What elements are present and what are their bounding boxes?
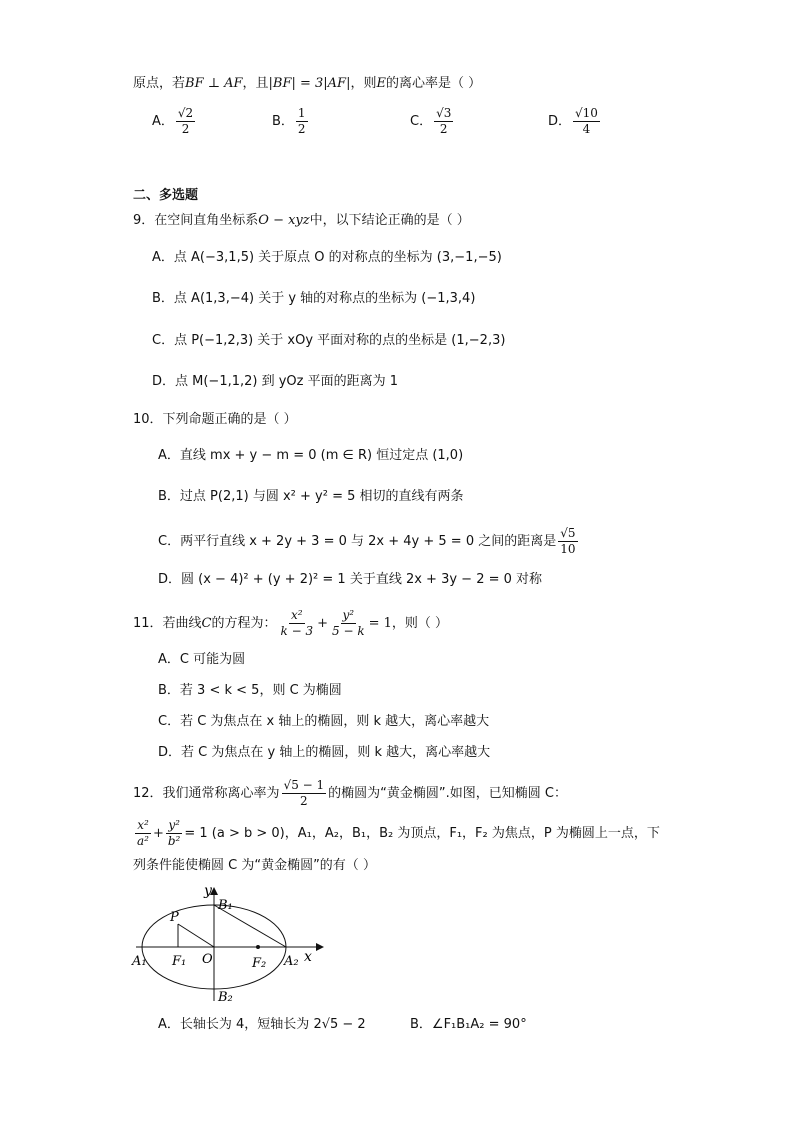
q10-option-a[interactable] [158,446,463,466]
q8-option-a[interactable] [152,106,197,137]
option-fraction: $\frac{√3}{2}$ [436,106,452,136]
q8-option-c[interactable] [410,106,455,137]
option-letter: D． [158,745,182,760]
option-text: C 可能为圆 [179,652,246,667]
option-letter: B． [410,1017,432,1032]
q8-stem-suffix: 的离心率是（ ） [385,76,482,91]
option-letter: A． [152,250,174,265]
q11-eq: = 1 [368,616,392,631]
option-letter: A． [152,114,174,129]
q11-var-c: C [201,616,212,631]
q12-eq-yfrac: $\frac{\text{y²}}{\text{b²}}$ [167,818,181,848]
q8-mid1: ，且 [242,76,269,91]
option-text: 若 C 为焦点在 x 轴上的椭圆，则 k 越大，离心率越大 [180,714,490,729]
option-letter: D． [158,572,182,587]
option-text: 圆 (x − 4)² + (y + 2)² = 1 关于直线 2x + 3y − 2 = 0 对称 [181,572,543,587]
x-axis-arrow [316,943,324,951]
q12-stem-a: 12．我们通常称离心率为 [133,786,280,801]
option-letter: A． [158,448,180,463]
option-text: 过点 P(2,1) 与圆 x² + y² = 5 相切的直线有两条 [179,489,464,504]
option-text: 点 M(−1,1,2) 到 yOz 平面的距离为 1 [175,374,399,389]
segment-po [178,924,214,947]
label-b2: B₂ [218,990,233,1005]
q12-option-b[interactable] [410,1015,527,1035]
point-f2 [256,945,260,949]
q12-stem-line3: 列条件能使椭圆 C 为“黄金椭圆”的有（ ） [133,858,376,873]
q11-option-b[interactable] [158,681,342,701]
option-letter: B． [158,489,180,504]
q9-option-b[interactable] [152,289,475,309]
ellipse-figure [128,883,328,1008]
option-letter: C． [158,534,181,549]
q10-stem: 10．下列命题正确的是（ ） [133,412,297,427]
option-text: 点 A(1,3,−4) 关于 y 轴的对称点的坐标为 (−1,3,4) [173,291,476,306]
option-text: 若 3 < k < 5，则 C 为椭圆 [179,683,342,698]
q8-stem-prefix: 原点，若 [133,76,186,91]
q12-eq-rest: = 1 (a > b > 0)，A₁，A₂，B₁，B₂ 为顶点，F₁，F₂ 为焦点，P 为椭圆上一点，下 [184,826,660,841]
option-fraction: $\frac{√10}{4}$ [575,106,598,136]
q9-coord-system: O − xyz [258,213,310,228]
q11-frac2: $\frac{\text{y²}}{5 - k}$ [332,608,365,638]
option-text: 点 P(−1,2,3) 关于 xOy 平面对称的点的坐标是 (1,−2,3) [174,333,506,348]
option-fraction: $\frac{√5}{10}$ [560,526,576,556]
option-text: 两平行直线 x + 2y + 3 = 0 与 2x + 4y + 5 = 0 之间的距离是 [180,534,557,549]
q10-option-d[interactable] [158,570,542,590]
q10-option-b[interactable] [158,487,464,507]
q11-frac1: $\frac{\text{x²}}{k - 3}$ [280,608,314,638]
q9-stem-a: 9．在空间直角坐标系 [133,213,259,228]
q8-var-e: E [376,76,386,91]
label-f1: F₁ [172,954,187,969]
q12-eq-xfrac: $\frac{\text{x²}}{\text{a²}}$ [137,818,149,848]
option-letter: C． [158,714,181,729]
label-f2: F₂ [252,956,267,971]
option-letter: A． [158,652,180,667]
q12-stem-line2: $\frac{\text{x²}}{\text{a²}}$ + $\frac{\text{y²}}{\text{b²}}$ = 1 (a > b > 0)，A₁，A₂，B₁，B₂ 为顶点，F₁，F₂ 为焦点，P 为椭圆上一点，下 [137,818,660,848]
q11-plus: + [317,616,329,631]
q8-stem [133,74,481,94]
section-title: 二、多选题 [133,188,199,203]
q11-stem-c: ，则（ ） [391,616,449,631]
label-p: P [170,910,179,925]
q11-option-a[interactable] [158,650,245,670]
option-text: ∠F₁B₁A₂ = 90° [431,1017,527,1032]
q9-option-c[interactable] [152,331,505,351]
option-fraction: $\frac{1}{2}$ [297,106,306,136]
label-x: x [304,949,312,965]
option-letter: D． [152,374,176,389]
label-a2: A₂ [284,954,299,969]
option-text: 点 A(−3,1,5) 关于原点 O 的对称点的坐标为 (3,−1,−5) [173,250,502,265]
q8-mid2: ，则 [350,76,377,91]
q8-option-d[interactable] [548,106,602,137]
label-o: O [202,952,213,967]
q8-option-b[interactable] [272,106,310,137]
q12-stem-b: 的椭圆为“黄金椭圆”.如图，已知椭圆 C： [328,786,567,801]
q9-option-a[interactable] [152,248,502,268]
option-letter: B． [272,114,294,129]
label-b1: B₁ [218,898,233,913]
q9-stem [133,211,470,231]
q11-stem [133,608,448,639]
option-letter: B． [158,683,180,698]
q10-option-c[interactable] [158,526,580,557]
option-text: 直线 mx + y − m = 0 (m ∈ R) 恒过定点 (1,0) [179,448,464,463]
option-letter: C． [410,114,433,129]
label-a1: A₁ [132,954,147,969]
label-y: y [204,883,212,899]
q12-stem-line1 [133,778,567,809]
q9-stem-b: 中，以下结论正确的是（ ） [309,213,470,228]
q11-stem-b: 的方程为： [211,616,277,631]
q11-stem-a: 11．若曲线 [133,616,202,631]
q9-option-d[interactable] [152,372,398,392]
option-text: 若 C 为焦点在 y 轴上的椭圆，则 k 越大，离心率越大 [181,745,491,760]
q12-option-a[interactable] [158,1015,366,1035]
q12-golden-ratio: $\frac{√5 - 1}{2}$ [283,778,325,808]
option-letter: A． [158,1017,180,1032]
option-letter: C． [152,333,175,348]
q11-option-d[interactable] [158,743,490,763]
q8-cond1: BF ⊥ AF [185,76,243,91]
option-text: 长轴长为 4，短轴长为 2√5 − 2 [179,1017,366,1032]
option-letter: B． [152,291,174,306]
option-letter: D． [548,114,572,129]
option-fraction: $\frac{√2}{2}$ [177,106,194,136]
q11-option-c[interactable] [158,712,489,732]
q8-cond2: |BF| = 3|AF| [268,76,351,91]
